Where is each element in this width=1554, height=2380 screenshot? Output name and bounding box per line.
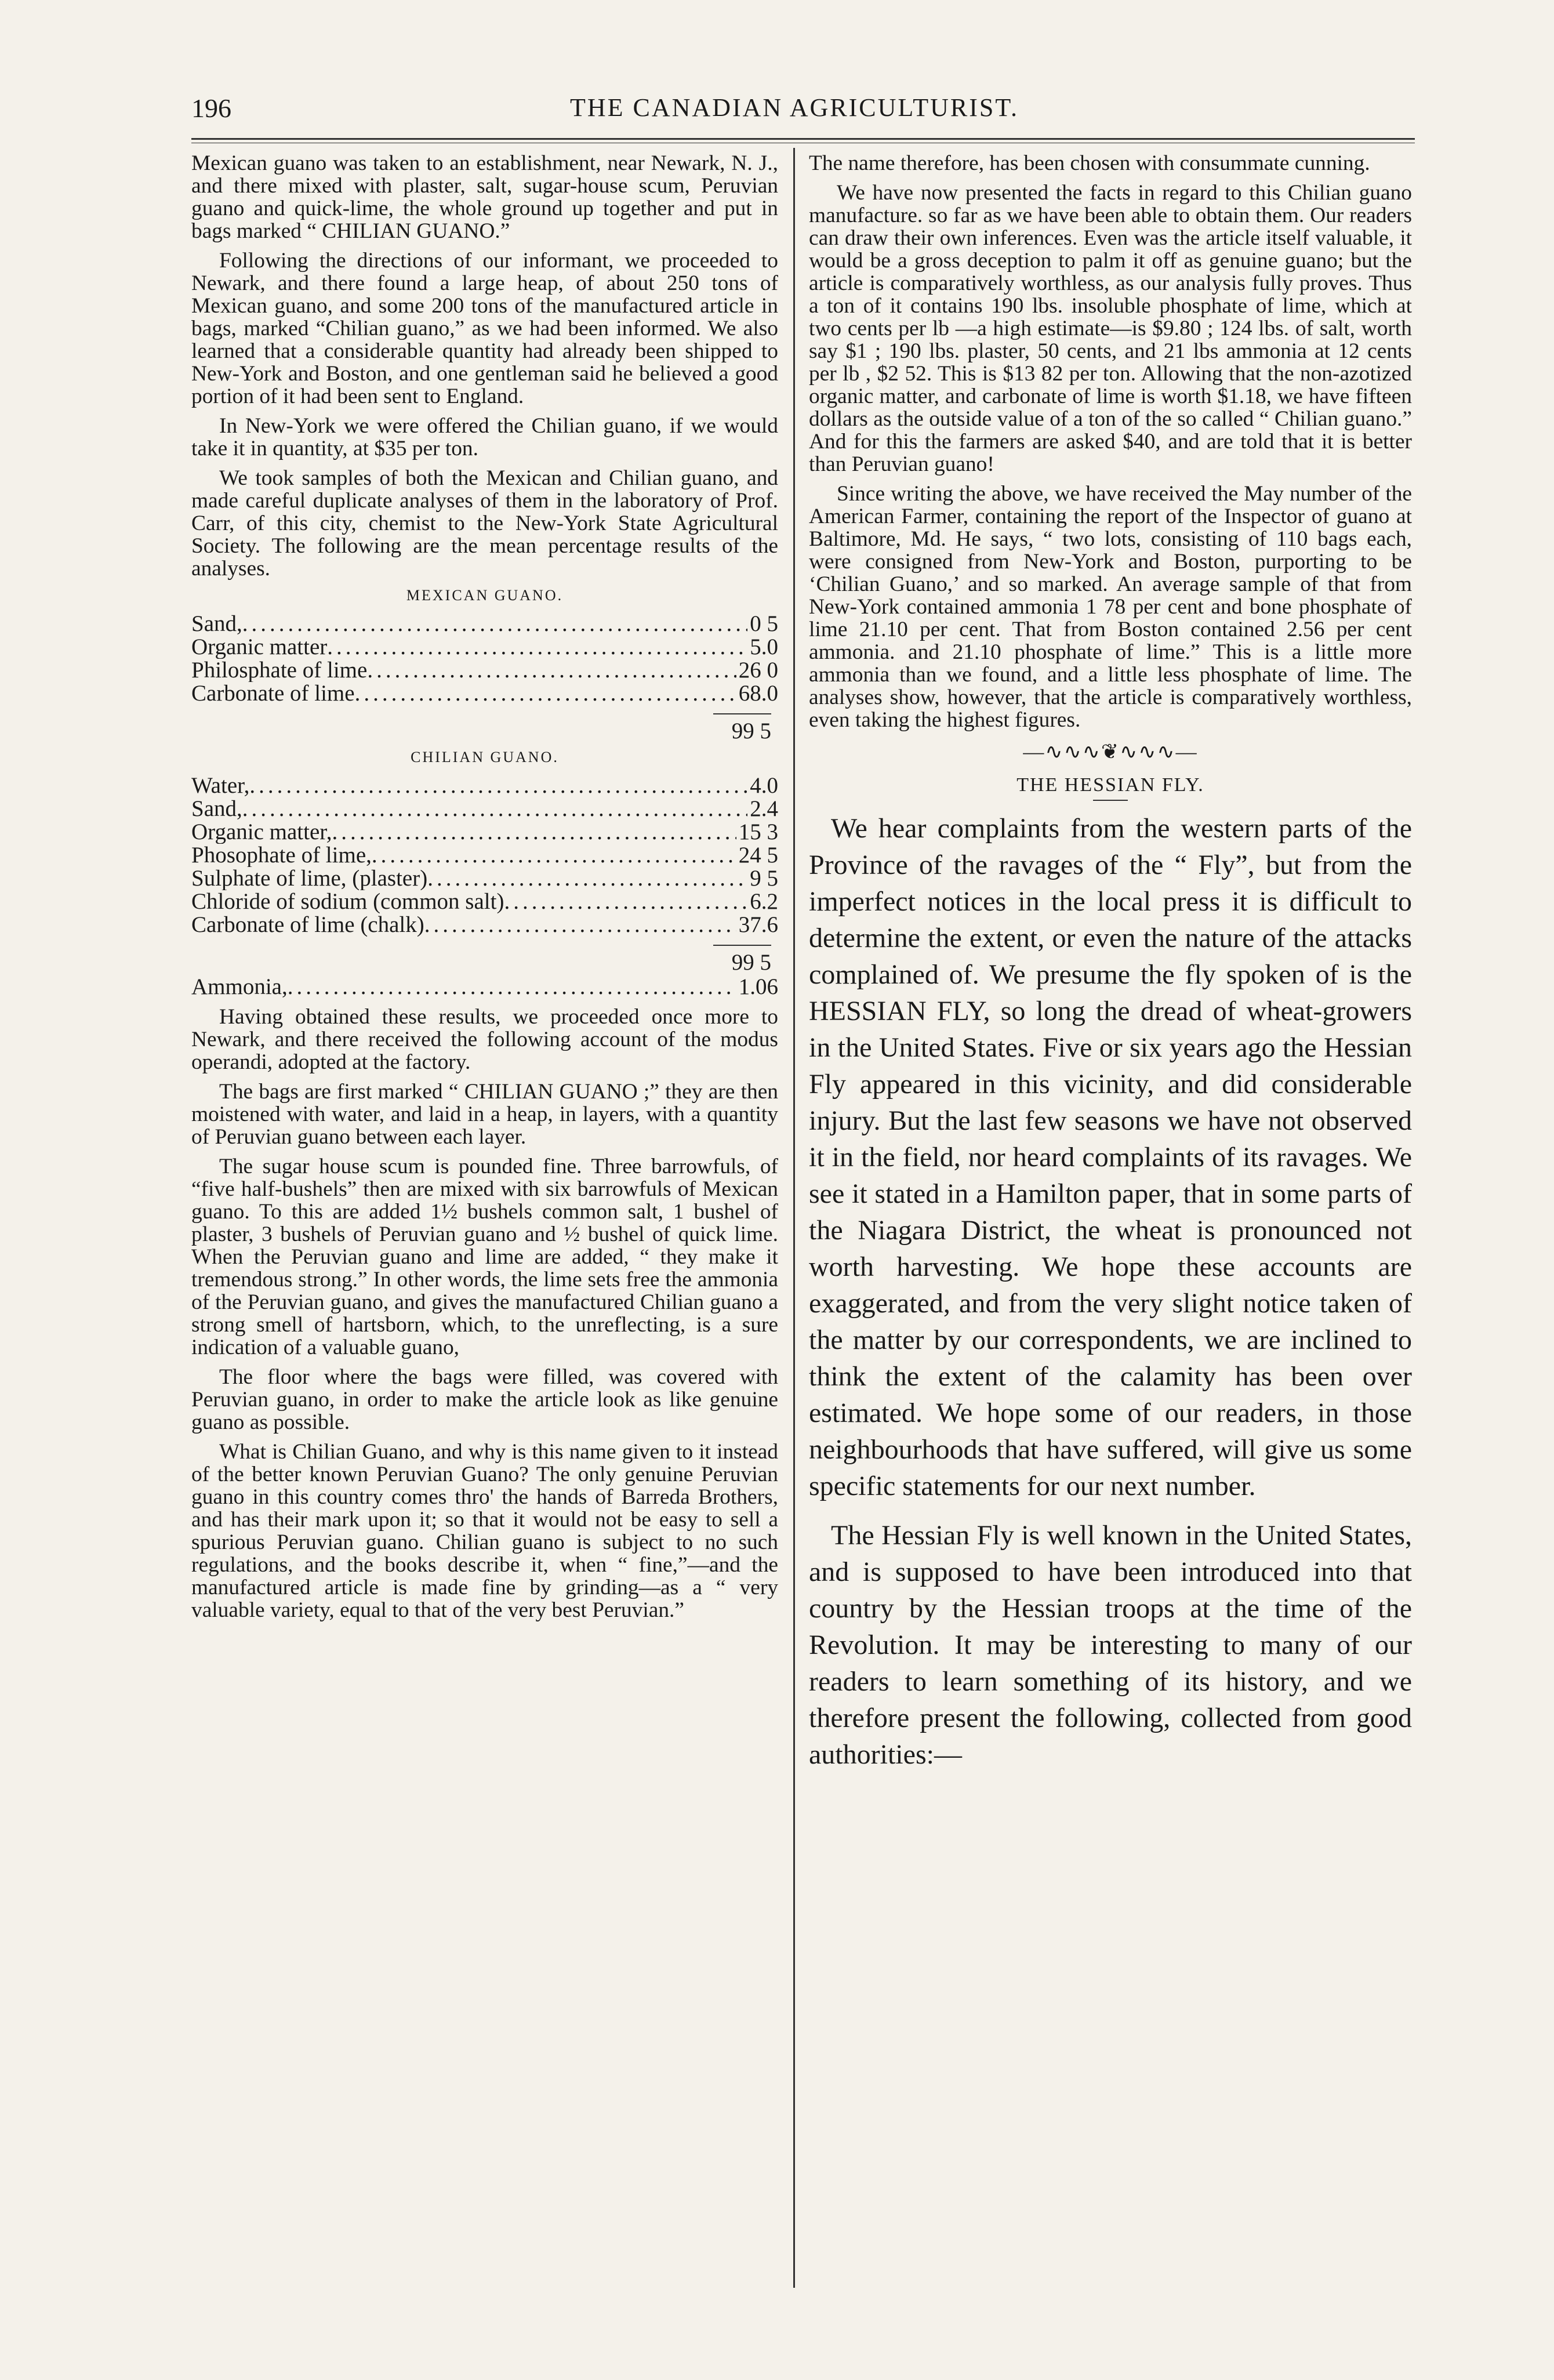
title-rule — [1093, 800, 1128, 801]
paragraph: In New-York we were offered the Chilian guano, if we would take it in quantity, at $35 per ton. — [191, 414, 778, 460]
row-label: Organic matter, — [191, 821, 332, 844]
paragraph: We took samples of both the Mexican and Chilian guano, and made careful duplicate analyses of them in the laboratory of Prof. Carr, of this city, chemist to the New-York State Agricultural Society. The following are the mean percentage results of the analyses. — [191, 466, 778, 581]
row-label: Sand, — [191, 612, 242, 636]
table-row — [191, 867, 778, 890]
row-value: 6.2 — [750, 890, 778, 913]
row-value: 4.0 — [750, 774, 778, 797]
table-row — [191, 636, 778, 659]
chilian-guano-title: CHILIAN GUANO. — [411, 749, 559, 765]
table-row — [191, 797, 778, 821]
paragraph: What is Chilian Guano, and why is this name given to it instead of the better known Peruvian Guano? The only genuine Peruvian guano in this country comes thro' the hands of Barreda Brothers, and has their mark upon it; so that it would not be easy to sell a spurious Peruvian guano. Chilian guano is subject to no such regulations, and the books describe it, when “ fine,”—and the manufactured article is made fine by grinding—as a “ very valuable variety, equal to that of the very best Peruvian.” — [191, 1440, 778, 1622]
section-title: THE HESSIAN FLY. — [1016, 774, 1204, 796]
paragraph: We have now presented the facts in regard to this Chilian guano manufacture. so far as we have been able to obtain them. Our readers can draw their own inferences. Even was the article itself valuable, it would be a gross deception to palm it off as genuine guano; but the article is comparatively worthless, as our analysis fully proves. Thus a ton of it contains 190 lbs. insoluble phosphate of lime, which at two cents per lb —a high estimate—is $9.80 ; 124 lbs. of salt, worth say $1 ; 190 lbs. plaster, 50 cents, and 21 lbs ammonia at 12 cents per lb , $2 52. This is $13 82 per ton. Allowing that the non-azotized organic matter, and carbonate of lime is worth $1.18, we have fifteen dollars as the outside value of a ton of the so called “ Chilian guano.” And for this the farmers are asked $40, and are told that it is better than Peruvian guano! — [809, 181, 1412, 476]
table-row — [191, 612, 778, 636]
row-label: Carbonate of lime (chalk) — [191, 913, 424, 937]
table-row — [191, 975, 778, 999]
row-label: Ammonia, — [191, 975, 288, 999]
paragraph: The sugar house scum is pounded fine. Three barrowfuls, of “five half-bushels” then are mixed with six barrowfuls of Mexican guano. To this are added 1½ bushels common salt, 1 bushel of plaster, 3 bushels of Peruvian guano and ½ bushel of quick lime. When the Peruvian guano and lime are added, “ they make it tremendous strong.” In other words, the lime sets free the ammonia of the Peruvian guano, and gives the manufactured Chilian guano a strong smell of hartsborn, which, to the unreflecting, is a sure indication of a valuable guano, — [191, 1155, 778, 1359]
table-row — [191, 659, 778, 682]
paragraph: We hear complaints from the western parts of the Province of the ravages of the “ Fly”, but from the imperfect notices in the local press it is difficult to determine the extent, or even the nature of the attacks complained of. We presume the fly spoken of is the HESSIAN FLY, so long the dread of wheat-growers in the United States. Five or six years ago the Hessian Fly appeared in this vicinity, and did considerable injury. But the last few seasons we have not observed it in the field, nor heard complaints of its ravages. We see it stated in a Hamilton paper, that in some parts of the Niagara District, the wheat is pronounced not worth harvesting. We hope these accounts are exaggerated, and from the very slight notice taken of the matter by our correspondents, we are inclined to think the extent of the calamity has been over estimated. We hope some of our readers, in those neighbourhoods that have suffered, will give us some specific statements for our next number. — [809, 813, 1412, 1501]
row-label: Sulphate of lime, (plaster) — [191, 867, 428, 890]
table-row — [191, 774, 778, 797]
chilian-guano-table — [191, 774, 778, 937]
row-value: 5.0 — [750, 636, 778, 659]
row-value: 26 0 — [738, 659, 778, 682]
page-header — [191, 93, 1397, 133]
paragraph: Since writing the above, we have received the May number of the American Farmer, containing the report of the Inspector of guano at Baltimore, Md. He says, “ two lots, consisting of 110 bags each, were consigned from New-York and Boston, purporting to be ‘Chilian Guano,’ and so marked. An average sample of that from New-York contained ammonia 1 78 per cent and bone phosphate of lime 21.10 per cent. That from Boston contained 2.56 per cent ammonia. and 21.10 phosphate of lime.” This is a little more ammonia than we found, and a little less phosphate of lime. The analyses show, however, that the article is comparatively worthless, even taking the highest figures. — [809, 482, 1412, 732]
paragraph: The floor where the bags were filled, was covered with Peruvian guano, in order to make the article look as like genuine guano as possible. — [191, 1365, 778, 1434]
table-row — [191, 890, 778, 913]
paragraph: The name therefore, has been chosen with consummate cunning. — [809, 151, 1370, 175]
row-value: 37.6 — [738, 913, 778, 937]
hessian-fly-article — [809, 810, 1412, 1773]
table-row — [191, 821, 778, 844]
row-value: 9 5 — [750, 867, 778, 890]
row-value: 24 5 — [738, 844, 778, 867]
paragraph: Mexican guano was taken to an establishment, near Newark, N. J., and there mixed with plaster, salt, sugar-house scum, Peruvian guano and quick-lime, the whole ground up together and put in bags marked “ CHILIAN GUANO.” — [191, 151, 778, 243]
table-row — [191, 682, 778, 705]
chilian-total: 99 5 — [731, 950, 771, 975]
row-value: 1.06 — [738, 975, 778, 999]
paragraph: Having obtained these results, we proceeded once more to Newark, and there received the following account of the modus operandi, adopted at the factory. — [191, 1005, 778, 1074]
column-divider — [793, 148, 795, 2288]
table-row — [191, 913, 778, 937]
total-rule — [713, 945, 771, 946]
row-label: Carbonate of lime — [191, 682, 355, 705]
paragraph: The Hessian Fly is well known in the United States, and is supposed to have been introduced into that country by the Hessian troops at the time of the Revolution. It may be interesting to many of our readers to learn something of its history, and we therefore present the following, collected from good authorities:— — [809, 1520, 1412, 1770]
paragraph: The bags are first marked “ CHILIAN GUANO ;” they are then moistened with water, and laid in a heap, in layers, with a quantity of Peruvian guano between each layer. — [191, 1080, 778, 1149]
row-label: Chloride of sodium (common salt) — [191, 890, 504, 913]
page-number: 196 — [191, 93, 231, 123]
paragraph: Following the directions of our informant, we proceeded to Newark, and there found a large heap, of about 250 tons of Mexican guano, and some 200 tons of the manufactured article in bags, marked “Chilian guano,” as we had been informed. We also learned that a considerable quantity had already been shipped to New-York and Boston, and one gentleman said he believed a good portion of it had been sent to England. — [191, 249, 778, 408]
row-label: Organic matter — [191, 636, 328, 659]
row-label: Phosophate of lime, — [191, 844, 372, 867]
mexican-guano-table — [191, 612, 778, 705]
mexican-total: 99 5 — [731, 719, 771, 743]
row-value: 15 3 — [738, 821, 778, 844]
header-rule — [191, 138, 1415, 140]
row-label: Water, — [191, 774, 250, 797]
row-value: 0 5 — [750, 612, 778, 636]
left-column — [191, 152, 778, 1628]
right-column — [809, 152, 1412, 1786]
guano-article-continued — [809, 152, 1412, 731]
table-row — [191, 844, 778, 867]
row-value: 2.4 — [750, 797, 778, 821]
row-value: 68.0 — [738, 682, 778, 705]
row-label: Philosphate of lime — [191, 659, 368, 682]
total-rule — [713, 713, 771, 714]
mexican-guano-title: MEXICAN GUANO. — [406, 587, 564, 604]
running-title: THE CANADIAN AGRICULTURIST. — [570, 93, 1019, 122]
row-label: Sand, — [191, 797, 242, 821]
ammonia-row-wrap — [191, 975, 778, 999]
ornament-divider: —∿∿∿❦∿∿∿— — [1023, 740, 1198, 763]
